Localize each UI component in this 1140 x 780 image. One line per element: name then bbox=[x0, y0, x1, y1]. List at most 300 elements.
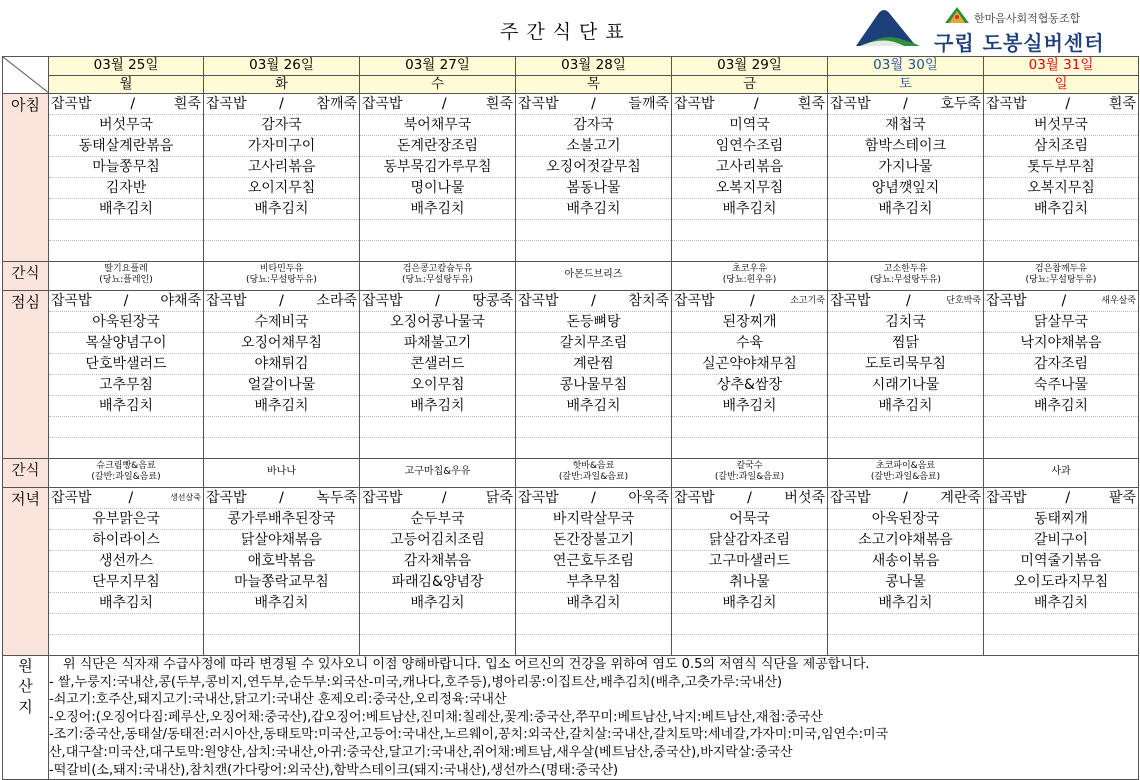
separator: / bbox=[128, 490, 134, 506]
snack-box bbox=[516, 459, 671, 487]
snack-box bbox=[672, 262, 827, 290]
separator: / bbox=[591, 490, 596, 506]
blank-line bbox=[828, 438, 983, 458]
dish-item: 콘샐러드 bbox=[360, 354, 515, 375]
afternoon-snack-row bbox=[3, 459, 1139, 488]
blank-line bbox=[984, 635, 1138, 655]
breakfast-cell bbox=[360, 94, 516, 262]
snack2-cell bbox=[516, 459, 672, 488]
origin-label bbox=[3, 656, 49, 780]
dish-item: 돈등뼈탕 bbox=[516, 312, 671, 333]
blank-line bbox=[204, 220, 359, 241]
dinner-cell bbox=[49, 488, 204, 656]
separator: / bbox=[753, 96, 759, 112]
separator: / bbox=[750, 293, 755, 309]
rice-name: 잡곡밥 bbox=[986, 293, 1027, 309]
dish-item: 버섯무국 bbox=[984, 115, 1138, 136]
lunch-cell bbox=[828, 291, 984, 459]
blank-line bbox=[672, 417, 827, 438]
dish-item: 고등어김치조림 bbox=[360, 530, 515, 551]
dish-item: 돈계란장조림 bbox=[360, 136, 515, 157]
porridge-name: 닭죽 bbox=[485, 490, 513, 506]
snack1-label: 간식 bbox=[3, 262, 49, 291]
lunch-cell bbox=[672, 291, 828, 459]
rice-name: 잡곡밥 bbox=[830, 490, 871, 506]
dish-item: 갈치무조림 bbox=[516, 333, 671, 354]
lunch-cell bbox=[516, 291, 672, 459]
blank-line bbox=[984, 417, 1138, 438]
date-cell: 03월 25일 bbox=[49, 57, 204, 76]
dish-item: 가자미구이 bbox=[204, 136, 359, 157]
blank-line bbox=[672, 614, 827, 635]
note-line: -조기:중국산,동태살/동태전:러시아산,동태토막:미국산,고등어:국내산,노르웨이,꽁치:외국산,갈치살:국내산,갈치토막:세네갈,가자미:미국,임연수:미국 bbox=[49, 727, 889, 743]
separator: / bbox=[279, 293, 284, 309]
blank-line bbox=[828, 614, 983, 635]
dish-item: 배추김치 bbox=[672, 396, 827, 417]
date-cell: 03월 26일 bbox=[204, 57, 360, 76]
rice-name: 잡곡밥 bbox=[206, 490, 247, 506]
snack-text: 초코파이&음료 bbox=[875, 461, 936, 471]
snack-text: 고구마칩&우유 bbox=[404, 466, 471, 477]
snack-text: (갈반:과일&음료) bbox=[870, 472, 941, 482]
breakfast-cell bbox=[49, 94, 204, 262]
snack-text: (당뇨:플레인) bbox=[99, 275, 153, 285]
porridge-name: 아욱죽 bbox=[628, 490, 669, 506]
dish-item: 배추김치 bbox=[672, 199, 827, 220]
dish-item: 오징어채무침 bbox=[204, 333, 359, 354]
breakfast-cell bbox=[516, 94, 672, 262]
weekday-cell: 토 bbox=[828, 75, 984, 94]
rice-line bbox=[984, 291, 1138, 312]
weekday-cell: 금 bbox=[672, 75, 828, 94]
blank-line bbox=[672, 635, 827, 655]
rice-name: 잡곡밥 bbox=[830, 293, 871, 309]
dish-item: 낙지야채볶음 bbox=[984, 333, 1138, 354]
separator: / bbox=[279, 96, 284, 112]
dish-item: 오이지무침 bbox=[204, 178, 359, 199]
blank-line bbox=[204, 614, 359, 635]
snack1-cell bbox=[516, 262, 672, 291]
snack-box bbox=[49, 262, 203, 290]
blank-line bbox=[516, 241, 671, 261]
blank-line bbox=[984, 614, 1138, 635]
dish-item: 아욱된장국 bbox=[828, 509, 983, 530]
blank-line bbox=[828, 635, 983, 655]
dish-item: 배추김치 bbox=[516, 396, 671, 417]
dish-item: 수제비국 bbox=[204, 312, 359, 333]
rice-line bbox=[204, 291, 359, 312]
dinner-cell bbox=[828, 488, 984, 656]
dish-item: 수육 bbox=[672, 333, 827, 354]
weekday-cell: 화 bbox=[204, 75, 360, 94]
blank-line bbox=[49, 241, 203, 261]
dish-item: 배추김치 bbox=[984, 396, 1138, 417]
org-name: 구립 도봉실버센터 bbox=[934, 31, 1105, 55]
dinner-label: 저녁 bbox=[3, 488, 49, 656]
dish-item: 오징어젓갈무침 bbox=[516, 157, 671, 178]
separator: / bbox=[747, 490, 752, 506]
porridge-name: 팥죽 bbox=[1108, 490, 1136, 506]
note-line: 산,대구살:미국산,대구토막:원양산,삼치:국내산,아귀:중국산,달고기:국내산,쥐어채:베트남,새우살(베트남산,중국산),바지락살:중국산 bbox=[49, 744, 793, 760]
breakfast-cell bbox=[828, 94, 984, 262]
dish-item: 배추김치 bbox=[828, 396, 983, 417]
porridge-name: 단호박죽 bbox=[946, 296, 981, 306]
snack-box bbox=[672, 459, 827, 487]
snack-text: 바나나 bbox=[267, 466, 296, 477]
snack-text: 검은콩고칼슘두유 bbox=[402, 264, 473, 274]
snack1-cell bbox=[204, 262, 360, 291]
dish-item: 실곤약야채무침 bbox=[672, 354, 827, 375]
separator: / bbox=[906, 293, 911, 309]
dish-item: 애호박볶음 bbox=[204, 551, 359, 572]
date-cell: 03월 31일 bbox=[984, 57, 1139, 76]
snack2-cell bbox=[672, 459, 828, 488]
dish-item: 닭살무국 bbox=[984, 312, 1138, 333]
blank-line bbox=[516, 635, 671, 655]
lunch-row bbox=[3, 291, 1139, 459]
breakfast-cell bbox=[672, 94, 828, 262]
dish-item: 오이무침 bbox=[360, 375, 515, 396]
origin-label-text: 원산지 bbox=[18, 657, 33, 716]
dish-item: 순두부국 bbox=[360, 509, 515, 530]
porridge-name: 참치죽 bbox=[628, 293, 669, 309]
separator: / bbox=[1061, 293, 1067, 309]
snack1-cell bbox=[49, 262, 204, 291]
snack-text: 비타민두유 bbox=[259, 264, 304, 274]
rice-line bbox=[516, 94, 671, 115]
dish-item: 배추김치 bbox=[984, 199, 1138, 220]
dish-item: 유부맑은국 bbox=[49, 509, 203, 530]
blank-line bbox=[516, 417, 671, 438]
note-line: -오징어:(오징어다짐:페루산,오징어채:중국산),갑오징어:베트남산,진미채:칠레산,꽃게:중국산,쭈꾸미:베트남산,낙지:베트남산,재첩:중국산 bbox=[49, 709, 823, 725]
porridge-name: 흰죽 bbox=[1108, 96, 1136, 112]
snack-text: 아몬드브리즈 bbox=[564, 269, 623, 280]
dish-item: 배추김치 bbox=[516, 593, 671, 614]
dish-item: 계란찜 bbox=[516, 354, 671, 375]
dish-item: 파채불고기 bbox=[360, 333, 515, 354]
blank-line bbox=[984, 241, 1138, 261]
date-cell: 03월 30일 bbox=[828, 57, 984, 76]
blank-line bbox=[360, 438, 515, 458]
rice-line bbox=[204, 94, 359, 115]
rice-name: 잡곡밥 bbox=[206, 293, 247, 309]
dish-item: 감자국 bbox=[204, 115, 359, 136]
dinner-cell bbox=[204, 488, 360, 656]
dish-item: 배추김치 bbox=[984, 593, 1138, 614]
porridge-name: 흰죽 bbox=[485, 96, 513, 112]
blank-line bbox=[49, 438, 203, 458]
dish-item: 명이나물 bbox=[360, 178, 515, 199]
rice-name: 잡곡밥 bbox=[518, 293, 559, 309]
dish-item: 아욱된장국 bbox=[49, 312, 203, 333]
separator: / bbox=[123, 293, 129, 309]
lunch-cell bbox=[49, 291, 204, 459]
rice-name: 잡곡밥 bbox=[518, 490, 559, 506]
porridge-name: 녹두죽 bbox=[316, 490, 357, 506]
dish-item: 배추김치 bbox=[49, 396, 203, 417]
snack2-cell bbox=[984, 459, 1139, 488]
rice-name: 잡곡밥 bbox=[51, 490, 92, 506]
dish-item: 감자국 bbox=[516, 115, 671, 136]
origin-notes bbox=[49, 656, 1139, 780]
dinner-cell bbox=[360, 488, 516, 656]
rice-name: 잡곡밥 bbox=[206, 96, 247, 112]
blank-line bbox=[516, 220, 671, 241]
porridge-name: 소라죽 bbox=[316, 293, 357, 309]
dish-item: 미역줄기볶음 bbox=[984, 551, 1138, 572]
rice-line bbox=[360, 94, 515, 115]
dish-item: 미역국 bbox=[672, 115, 827, 136]
dish-item: 단무지무침 bbox=[49, 572, 203, 593]
snack2-cell bbox=[49, 459, 204, 488]
snack-text: (당뇨:흰우유) bbox=[722, 275, 777, 285]
coop-logo-icon bbox=[944, 6, 970, 24]
page-title: 주간식단표 bbox=[500, 21, 632, 43]
dish-item: 상추&쌈장 bbox=[672, 375, 827, 396]
dish-item: 감자채볶음 bbox=[360, 551, 515, 572]
porridge-name: 새우살죽 bbox=[1101, 296, 1136, 306]
rice-name: 잡곡밥 bbox=[51, 293, 92, 309]
rice-name: 잡곡밥 bbox=[362, 293, 403, 309]
snack-text: 칼국수 bbox=[736, 461, 763, 471]
diagonal-line-icon bbox=[3, 57, 49, 93]
snack-box bbox=[360, 459, 515, 485]
dish-item: 생선까스 bbox=[49, 551, 203, 572]
mountain-logo-icon bbox=[854, 6, 924, 48]
snack1-cell bbox=[828, 262, 984, 291]
dish-item: 파래김&양념장 bbox=[360, 572, 515, 593]
date-cell: 03월 27일 bbox=[360, 57, 516, 76]
blank-line bbox=[672, 438, 827, 458]
dish-item: 찜닭 bbox=[828, 333, 983, 354]
weekday-cell: 월 bbox=[49, 75, 204, 94]
dish-item: 북어채무국 bbox=[360, 115, 515, 136]
dish-item: 배추김치 bbox=[672, 593, 827, 614]
breakfast-label: 아침 bbox=[3, 94, 49, 262]
dish-item: 야채튀김 bbox=[204, 354, 359, 375]
snack-text: (당뇨:무설탕두유) bbox=[246, 275, 317, 285]
morning-snack-row bbox=[3, 262, 1139, 291]
dish-item: 마늘쫑무침 bbox=[49, 157, 203, 178]
porridge-name: 계란죽 bbox=[940, 490, 981, 506]
blank-line bbox=[49, 220, 203, 241]
snack-box bbox=[204, 459, 359, 485]
snack-box bbox=[204, 262, 359, 290]
separator: / bbox=[441, 96, 447, 112]
rice-line bbox=[49, 291, 203, 312]
separator: / bbox=[1065, 490, 1071, 506]
lunch-cell bbox=[204, 291, 360, 459]
snack-box bbox=[984, 459, 1138, 485]
porridge-name: 생선살죽 bbox=[170, 493, 201, 502]
dish-item: 하이라이스 bbox=[49, 530, 203, 551]
snack-text: (갈반:과일&음료) bbox=[91, 472, 161, 482]
rice-line bbox=[828, 291, 983, 312]
dish-item: 배추김치 bbox=[49, 593, 203, 614]
rice-line bbox=[828, 488, 983, 509]
dish-item: 새송이볶음 bbox=[828, 551, 983, 572]
dish-item: 배추김치 bbox=[516, 199, 671, 220]
date-cell: 03월 29일 bbox=[672, 57, 828, 76]
dish-item: 목살양념구이 bbox=[49, 333, 203, 354]
snack-text: 핫바&음료 bbox=[572, 461, 615, 471]
note-line: -떡갈비(소,돼지:국내산),참치캔(가다랑어:외국산),함박스테이크(돼지:국내산),생선까스(명태:중국산) bbox=[49, 762, 619, 778]
dish-item: 봄동나물 bbox=[516, 178, 671, 199]
snack2-cell bbox=[828, 459, 984, 488]
dish-item: 연근호두조림 bbox=[516, 551, 671, 572]
separator: / bbox=[903, 490, 908, 506]
blank-line bbox=[828, 417, 983, 438]
dish-item: 양념깻잎지 bbox=[828, 178, 983, 199]
dish-item: 임연수조림 bbox=[672, 136, 827, 157]
rice-name: 잡곡밥 bbox=[986, 96, 1027, 112]
snack-text: 검은참깨두유 bbox=[1034, 264, 1088, 274]
dish-item: 삼치조림 bbox=[984, 136, 1138, 157]
rice-line bbox=[360, 488, 515, 509]
rice-line bbox=[984, 94, 1138, 115]
dish-item: 된장찌개 bbox=[672, 312, 827, 333]
dish-item: 바지락살무국 bbox=[516, 509, 671, 530]
day-row bbox=[3, 75, 1139, 94]
rice-line bbox=[984, 488, 1138, 509]
dish-item: 부추무침 bbox=[516, 572, 671, 593]
dish-item: 취나물 bbox=[672, 572, 827, 593]
rice-line bbox=[672, 291, 827, 312]
org-small-name: 한마음사회적협동조합 bbox=[974, 12, 1081, 25]
rice-name: 잡곡밥 bbox=[51, 96, 92, 112]
porridge-name: 흰죽 bbox=[173, 96, 201, 112]
dinner-cell bbox=[984, 488, 1139, 656]
dish-item: 재첩국 bbox=[828, 115, 983, 136]
snack-box bbox=[828, 459, 983, 487]
dish-item: 배추김치 bbox=[204, 593, 359, 614]
dish-item: 소고기야채볶음 bbox=[828, 530, 983, 551]
snack1-cell bbox=[360, 262, 516, 291]
separator: / bbox=[130, 96, 136, 112]
snack-text: (당뇨:무설탕두유) bbox=[870, 275, 941, 285]
rice-line bbox=[672, 94, 827, 115]
rice-line bbox=[516, 291, 671, 312]
rice-name: 잡곡밥 bbox=[674, 490, 715, 506]
rice-line bbox=[672, 488, 827, 509]
rice-line bbox=[828, 94, 983, 115]
snack2-label: 간식 bbox=[3, 459, 49, 488]
separator: / bbox=[591, 293, 596, 309]
dish-item: 오복지무침 bbox=[984, 178, 1138, 199]
porridge-name: 호두죽 bbox=[940, 96, 981, 112]
dish-item: 배추김치 bbox=[360, 199, 515, 220]
dish-item: 김치국 bbox=[828, 312, 983, 333]
rice-line bbox=[516, 488, 671, 509]
dish-item: 단호박샐러드 bbox=[49, 354, 203, 375]
dish-item: 배추김치 bbox=[360, 593, 515, 614]
dish-item: 함박스테이크 bbox=[828, 136, 983, 157]
blank-line bbox=[516, 438, 671, 458]
note-line: - 쌀,누룽지:국내산,콩(두부,콩비지,연두부,순두부:외국산-미국,캐나다,호주등),병아리콩:이집트산,배추김치(배추,고춧가루:국내산) bbox=[49, 674, 783, 690]
dish-item: 김자반 bbox=[49, 178, 203, 199]
page-header bbox=[0, 0, 1140, 56]
dish-item: 어묵국 bbox=[672, 509, 827, 530]
dinner-row bbox=[3, 488, 1139, 656]
separator: / bbox=[903, 96, 908, 112]
blank-line bbox=[204, 635, 359, 655]
porridge-name: 흰죽 bbox=[797, 96, 825, 112]
rice-name: 잡곡밥 bbox=[674, 96, 715, 112]
corner-cell bbox=[3, 57, 49, 94]
blank-line bbox=[49, 614, 203, 635]
dish-item: 돈간장불고기 bbox=[516, 530, 671, 551]
dish-item: 오징어콩나물국 bbox=[360, 312, 515, 333]
dish-item: 톳두부무침 bbox=[984, 157, 1138, 178]
separator: / bbox=[1065, 96, 1071, 112]
breakfast-row bbox=[3, 94, 1139, 262]
porridge-name: 들깨죽 bbox=[628, 96, 669, 112]
dish-item: 동태살계란볶음 bbox=[49, 136, 203, 157]
snack-box bbox=[828, 262, 983, 290]
note-line: -쇠고기:호주산,돼지고기:국내산,닭고기:국내산 훈제오리:중국산,오리정육:국내산 bbox=[49, 692, 507, 708]
blank-line bbox=[204, 417, 359, 438]
dish-item: 배추김치 bbox=[828, 199, 983, 220]
porridge-name: 땅콩죽 bbox=[472, 293, 513, 309]
snack1-cell bbox=[984, 262, 1139, 291]
breakfast-cell bbox=[204, 94, 360, 262]
rice-name: 잡곡밥 bbox=[362, 96, 403, 112]
dish-item: 갈비구이 bbox=[984, 530, 1138, 551]
dish-item: 얼갈이나물 bbox=[204, 375, 359, 396]
dish-item: 오복지무침 bbox=[672, 178, 827, 199]
dish-item: 가지나물 bbox=[828, 157, 983, 178]
dish-item: 고사리볶음 bbox=[204, 157, 359, 178]
blank-line bbox=[360, 614, 515, 635]
dish-item: 콩나물무침 bbox=[516, 375, 671, 396]
snack-text: (갈반:과일&음료) bbox=[558, 472, 629, 482]
lunch-cell bbox=[984, 291, 1139, 459]
blank-line bbox=[360, 417, 515, 438]
rice-line bbox=[360, 291, 515, 312]
rice-name: 잡곡밥 bbox=[986, 490, 1027, 506]
blank-line bbox=[828, 220, 983, 241]
rice-name: 잡곡밥 bbox=[674, 293, 715, 309]
weekday-cell: 수 bbox=[360, 75, 516, 94]
dish-item: 소불고기 bbox=[516, 136, 671, 157]
snack-text: (당뇨:무설탕두유) bbox=[402, 275, 473, 285]
dish-item: 배추김치 bbox=[204, 396, 359, 417]
dish-item: 배추김치 bbox=[360, 396, 515, 417]
snack-text: 사과 bbox=[1051, 466, 1071, 477]
dish-item: 숙주나물 bbox=[984, 375, 1138, 396]
dish-item: 배추김치 bbox=[828, 593, 983, 614]
origin-row bbox=[3, 656, 1139, 780]
dish-item: 도토리묵무침 bbox=[828, 354, 983, 375]
snack-text: (당뇨:무설탕두유) bbox=[1025, 275, 1097, 285]
porridge-name: 참깨죽 bbox=[316, 96, 357, 112]
blank-line bbox=[360, 220, 515, 241]
dish-item: 고구마샐러드 bbox=[672, 551, 827, 572]
dish-item: 닭살감자조림 bbox=[672, 530, 827, 551]
separator: / bbox=[279, 490, 284, 506]
note-line: 위 식단은 식자재 수급사정에 따라 변경될 수 있사오니 이점 양해바랍니다. 입소 어르신의 건강을 위하여 염도 0.5의 저염식 식단을 제공합니다. bbox=[63, 657, 870, 672]
dish-item: 동부묵김가루무침 bbox=[360, 157, 515, 178]
blank-line bbox=[49, 635, 203, 655]
blank-line bbox=[672, 241, 827, 261]
dish-item: 고사리볶음 bbox=[672, 157, 827, 178]
rice-name: 잡곡밥 bbox=[362, 490, 403, 506]
rice-name: 잡곡밥 bbox=[518, 96, 559, 112]
blank-line bbox=[49, 417, 203, 438]
snack-box bbox=[49, 459, 203, 487]
snack-text: 슈크림빵&음료 bbox=[96, 461, 156, 471]
dinner-cell bbox=[516, 488, 672, 656]
